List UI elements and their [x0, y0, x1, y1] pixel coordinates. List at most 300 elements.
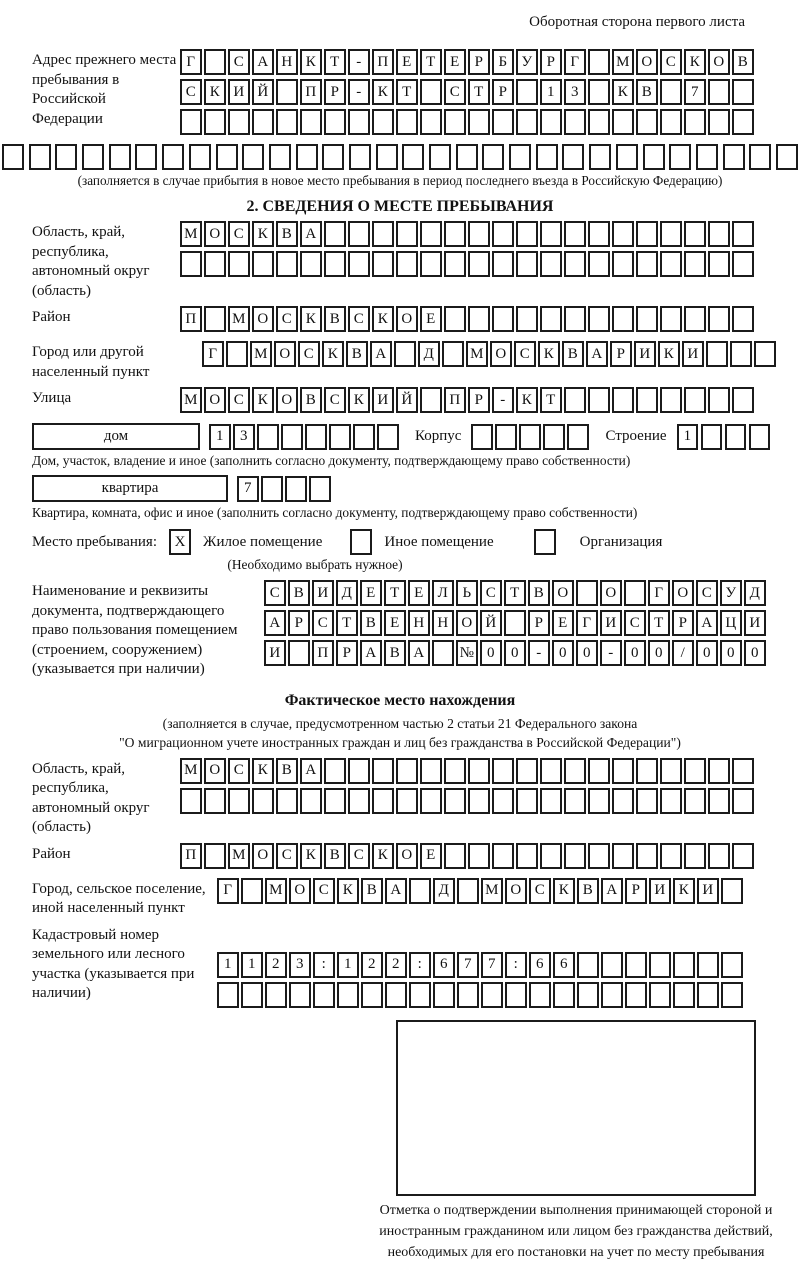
- char-box[interactable]: [601, 952, 623, 978]
- char-box[interactable]: [444, 788, 466, 814]
- char-box[interactable]: [285, 476, 307, 502]
- char-box[interactable]: [337, 982, 359, 1008]
- char-box[interactable]: М: [466, 341, 488, 367]
- char-box[interactable]: К: [300, 49, 322, 75]
- char-box[interactable]: [396, 251, 418, 277]
- char-box[interactable]: С: [324, 387, 346, 413]
- char-box[interactable]: К: [658, 341, 680, 367]
- char-box[interactable]: С: [312, 610, 334, 636]
- char-box[interactable]: К: [553, 878, 575, 904]
- char-box[interactable]: [324, 221, 346, 247]
- char-box[interactable]: [660, 843, 682, 869]
- char-box[interactable]: [576, 580, 598, 606]
- char-box[interactable]: [673, 952, 695, 978]
- char-box[interactable]: 0: [720, 640, 742, 666]
- checkbox-other-premises[interactable]: [350, 529, 372, 555]
- char-box[interactable]: [504, 610, 526, 636]
- char-box[interactable]: [457, 878, 479, 904]
- char-box[interactable]: Й: [396, 387, 418, 413]
- char-box[interactable]: [468, 788, 490, 814]
- char-box[interactable]: [732, 788, 754, 814]
- char-box[interactable]: Р: [336, 640, 358, 666]
- char-box[interactable]: В: [276, 221, 298, 247]
- char-box[interactable]: М: [250, 341, 272, 367]
- char-box[interactable]: Е: [396, 49, 418, 75]
- char-box[interactable]: Т: [648, 610, 670, 636]
- char-box[interactable]: [697, 982, 719, 1008]
- char-box[interactable]: К: [673, 878, 695, 904]
- char-box[interactable]: В: [577, 878, 599, 904]
- char-box[interactable]: [162, 144, 184, 170]
- char-box[interactable]: [616, 144, 638, 170]
- char-box[interactable]: 1: [337, 952, 359, 978]
- char-box[interactable]: Т: [384, 580, 406, 606]
- char-box[interactable]: К: [300, 843, 322, 869]
- char-box[interactable]: 2: [361, 952, 383, 978]
- char-box[interactable]: К: [252, 387, 274, 413]
- char-box[interactable]: [372, 758, 394, 784]
- char-box[interactable]: 1: [217, 952, 239, 978]
- char-box[interactable]: [696, 144, 718, 170]
- char-box[interactable]: [420, 221, 442, 247]
- char-box[interactable]: :: [505, 952, 527, 978]
- char-box[interactable]: [636, 251, 658, 277]
- char-box[interactable]: [540, 251, 562, 277]
- char-box[interactable]: [55, 144, 77, 170]
- char-box[interactable]: К: [612, 79, 634, 105]
- char-box[interactable]: Г: [180, 49, 202, 75]
- char-box[interactable]: 3: [564, 79, 586, 105]
- char-box[interactable]: Е: [360, 580, 382, 606]
- char-box[interactable]: [492, 843, 514, 869]
- char-box[interactable]: [567, 424, 589, 450]
- char-box[interactable]: С: [660, 49, 682, 75]
- char-box[interactable]: [420, 251, 442, 277]
- char-box[interactable]: Д: [744, 580, 766, 606]
- char-box[interactable]: [420, 79, 442, 105]
- char-box[interactable]: [228, 251, 250, 277]
- char-box[interactable]: [216, 144, 238, 170]
- char-box[interactable]: [754, 341, 776, 367]
- char-box[interactable]: К: [204, 79, 226, 105]
- char-box[interactable]: [708, 109, 730, 135]
- char-box[interactable]: С: [228, 221, 250, 247]
- char-box[interactable]: [444, 221, 466, 247]
- char-box[interactable]: [409, 878, 431, 904]
- char-box[interactable]: 7: [237, 476, 259, 502]
- char-box[interactable]: 0: [744, 640, 766, 666]
- char-box[interactable]: [322, 144, 344, 170]
- char-box[interactable]: [660, 251, 682, 277]
- char-box[interactable]: [588, 79, 610, 105]
- char-box[interactable]: К: [348, 387, 370, 413]
- char-box[interactable]: [776, 144, 798, 170]
- char-box[interactable]: [601, 982, 623, 1008]
- char-box[interactable]: [732, 758, 754, 784]
- char-box[interactable]: П: [444, 387, 466, 413]
- char-box[interactable]: [135, 144, 157, 170]
- char-box[interactable]: П: [180, 306, 202, 332]
- char-box[interactable]: [516, 79, 538, 105]
- char-box[interactable]: [588, 387, 610, 413]
- char-box[interactable]: [588, 306, 610, 332]
- char-box[interactable]: [252, 109, 274, 135]
- char-box[interactable]: Т: [324, 49, 346, 75]
- char-box[interactable]: Т: [420, 49, 442, 75]
- char-box[interactable]: А: [385, 878, 407, 904]
- char-box[interactable]: С: [696, 580, 718, 606]
- char-box[interactable]: -: [348, 79, 370, 105]
- char-box[interactable]: [643, 144, 665, 170]
- char-box[interactable]: А: [601, 878, 623, 904]
- char-box[interactable]: И: [372, 387, 394, 413]
- char-box[interactable]: [732, 79, 754, 105]
- char-box[interactable]: М: [180, 387, 202, 413]
- char-box[interactable]: [721, 952, 743, 978]
- char-box[interactable]: О: [252, 843, 274, 869]
- char-box[interactable]: [684, 758, 706, 784]
- char-box[interactable]: С: [298, 341, 320, 367]
- char-box[interactable]: [300, 788, 322, 814]
- char-box[interactable]: А: [586, 341, 608, 367]
- char-box[interactable]: [732, 251, 754, 277]
- char-box[interactable]: [204, 251, 226, 277]
- char-box[interactable]: [684, 251, 706, 277]
- char-box[interactable]: [276, 109, 298, 135]
- char-box[interactable]: Б: [492, 49, 514, 75]
- char-box[interactable]: [708, 387, 730, 413]
- char-box[interactable]: [394, 341, 416, 367]
- char-box[interactable]: [721, 982, 743, 1008]
- char-box[interactable]: А: [264, 610, 286, 636]
- char-box[interactable]: Р: [492, 79, 514, 105]
- char-box[interactable]: [396, 758, 418, 784]
- char-box[interactable]: [612, 387, 634, 413]
- char-box[interactable]: [725, 424, 747, 450]
- char-box[interactable]: О: [289, 878, 311, 904]
- char-box[interactable]: [669, 144, 691, 170]
- char-box[interactable]: [564, 109, 586, 135]
- char-box[interactable]: [684, 788, 706, 814]
- char-box[interactable]: С: [313, 878, 335, 904]
- char-box[interactable]: [2, 144, 24, 170]
- char-box[interactable]: [519, 424, 541, 450]
- char-box[interactable]: М: [180, 758, 202, 784]
- char-box[interactable]: О: [708, 49, 730, 75]
- char-box[interactable]: [540, 306, 562, 332]
- char-box[interactable]: Р: [540, 49, 562, 75]
- char-box[interactable]: [444, 306, 466, 332]
- char-box[interactable]: [588, 758, 610, 784]
- char-box[interactable]: [324, 251, 346, 277]
- char-box[interactable]: [180, 251, 202, 277]
- char-box[interactable]: [252, 788, 274, 814]
- char-box[interactable]: [649, 982, 671, 1008]
- char-box[interactable]: [732, 387, 754, 413]
- char-box[interactable]: О: [204, 221, 226, 247]
- char-box[interactable]: 6: [553, 952, 575, 978]
- char-box[interactable]: Т: [396, 79, 418, 105]
- char-box[interactable]: [324, 109, 346, 135]
- char-box[interactable]: [684, 306, 706, 332]
- char-box[interactable]: [564, 251, 586, 277]
- char-box[interactable]: [612, 221, 634, 247]
- char-box[interactable]: 6: [529, 952, 551, 978]
- char-box[interactable]: М: [612, 49, 634, 75]
- char-box[interactable]: В: [732, 49, 754, 75]
- char-box[interactable]: [588, 221, 610, 247]
- char-box[interactable]: [361, 982, 383, 1008]
- char-box[interactable]: [348, 251, 370, 277]
- char-box[interactable]: Н: [276, 49, 298, 75]
- char-box[interactable]: А: [300, 758, 322, 784]
- char-box[interactable]: Р: [528, 610, 550, 636]
- char-box[interactable]: [217, 982, 239, 1008]
- char-box[interactable]: [396, 788, 418, 814]
- char-box[interactable]: [252, 251, 274, 277]
- char-box[interactable]: О: [396, 306, 418, 332]
- char-box[interactable]: Р: [672, 610, 694, 636]
- char-box[interactable]: О: [672, 580, 694, 606]
- char-box[interactable]: [396, 109, 418, 135]
- char-box[interactable]: К: [322, 341, 344, 367]
- char-box[interactable]: Е: [408, 580, 430, 606]
- char-box[interactable]: [300, 251, 322, 277]
- char-box[interactable]: А: [696, 610, 718, 636]
- char-box[interactable]: [348, 109, 370, 135]
- char-box[interactable]: №: [456, 640, 478, 666]
- char-box[interactable]: :: [313, 952, 335, 978]
- char-box[interactable]: /: [672, 640, 694, 666]
- char-box[interactable]: 1: [209, 424, 231, 450]
- char-box[interactable]: [625, 982, 647, 1008]
- char-box[interactable]: [708, 843, 730, 869]
- char-box[interactable]: [444, 758, 466, 784]
- char-box[interactable]: [468, 221, 490, 247]
- char-box[interactable]: [289, 982, 311, 1008]
- char-box[interactable]: [432, 640, 454, 666]
- char-box[interactable]: [429, 144, 451, 170]
- char-box[interactable]: [540, 843, 562, 869]
- char-box[interactable]: [636, 758, 658, 784]
- char-box[interactable]: 3: [233, 424, 255, 450]
- char-box[interactable]: [660, 221, 682, 247]
- char-box[interactable]: В: [346, 341, 368, 367]
- char-box[interactable]: [529, 982, 551, 1008]
- char-box[interactable]: [300, 109, 322, 135]
- char-box[interactable]: С: [514, 341, 536, 367]
- char-box[interactable]: [708, 221, 730, 247]
- checkbox-organization[interactable]: [534, 529, 556, 555]
- char-box[interactable]: [612, 109, 634, 135]
- char-box[interactable]: [385, 982, 407, 1008]
- char-box[interactable]: Й: [480, 610, 502, 636]
- char-box[interactable]: О: [276, 387, 298, 413]
- char-box[interactable]: [649, 952, 671, 978]
- char-box[interactable]: [701, 424, 723, 450]
- char-box[interactable]: А: [360, 640, 382, 666]
- char-box[interactable]: Д: [336, 580, 358, 606]
- char-box[interactable]: О: [274, 341, 296, 367]
- char-box[interactable]: С: [264, 580, 286, 606]
- char-box[interactable]: С: [624, 610, 646, 636]
- char-box[interactable]: [564, 843, 586, 869]
- char-box[interactable]: 6: [433, 952, 455, 978]
- char-box[interactable]: Н: [408, 610, 430, 636]
- char-box[interactable]: Р: [468, 49, 490, 75]
- char-box[interactable]: -: [348, 49, 370, 75]
- char-box[interactable]: [516, 788, 538, 814]
- char-box[interactable]: Е: [552, 610, 574, 636]
- char-box[interactable]: 0: [480, 640, 502, 666]
- char-box[interactable]: Р: [625, 878, 647, 904]
- char-box[interactable]: В: [528, 580, 550, 606]
- char-box[interactable]: [281, 424, 303, 450]
- char-box[interactable]: 0: [648, 640, 670, 666]
- char-box[interactable]: У: [516, 49, 538, 75]
- char-box[interactable]: [204, 843, 226, 869]
- char-box[interactable]: [492, 109, 514, 135]
- char-box[interactable]: Е: [444, 49, 466, 75]
- char-box[interactable]: Н: [432, 610, 454, 636]
- char-box[interactable]: [636, 788, 658, 814]
- char-box[interactable]: В: [300, 387, 322, 413]
- char-box[interactable]: [684, 843, 706, 869]
- char-box[interactable]: С: [444, 79, 466, 105]
- char-box[interactable]: К: [372, 79, 394, 105]
- char-box[interactable]: С: [276, 843, 298, 869]
- char-box[interactable]: С: [529, 878, 551, 904]
- checkbox-residential[interactable]: X: [169, 529, 191, 555]
- char-box[interactable]: [444, 109, 466, 135]
- char-box[interactable]: [708, 788, 730, 814]
- char-box[interactable]: [732, 306, 754, 332]
- char-box[interactable]: Д: [433, 878, 455, 904]
- char-box[interactable]: С: [180, 79, 202, 105]
- char-box[interactable]: [468, 843, 490, 869]
- char-box[interactable]: М: [265, 878, 287, 904]
- char-box[interactable]: [242, 144, 264, 170]
- char-box[interactable]: [588, 843, 610, 869]
- char-box[interactable]: Д: [418, 341, 440, 367]
- char-box[interactable]: [261, 476, 283, 502]
- char-box[interactable]: [660, 306, 682, 332]
- char-box[interactable]: [276, 251, 298, 277]
- char-box[interactable]: О: [204, 758, 226, 784]
- char-box[interactable]: [204, 109, 226, 135]
- char-box[interactable]: 1: [540, 79, 562, 105]
- char-box[interactable]: [492, 758, 514, 784]
- char-box[interactable]: [348, 221, 370, 247]
- char-box[interactable]: [660, 387, 682, 413]
- char-box[interactable]: М: [228, 306, 250, 332]
- char-box[interactable]: Л: [432, 580, 454, 606]
- char-box[interactable]: 7: [481, 952, 503, 978]
- char-box[interactable]: К: [538, 341, 560, 367]
- char-box[interactable]: 2: [385, 952, 407, 978]
- char-box[interactable]: О: [490, 341, 512, 367]
- char-box[interactable]: [708, 306, 730, 332]
- char-box[interactable]: Е: [384, 610, 406, 636]
- char-box[interactable]: 0: [576, 640, 598, 666]
- char-box[interactable]: [309, 476, 331, 502]
- char-box[interactable]: [456, 144, 478, 170]
- char-box[interactable]: [612, 306, 634, 332]
- char-box[interactable]: О: [204, 387, 226, 413]
- char-box[interactable]: И: [744, 610, 766, 636]
- char-box[interactable]: 0: [552, 640, 574, 666]
- char-box[interactable]: Й: [252, 79, 274, 105]
- char-box[interactable]: И: [264, 640, 286, 666]
- char-box[interactable]: [564, 221, 586, 247]
- char-box[interactable]: 3: [289, 952, 311, 978]
- char-box[interactable]: [228, 109, 250, 135]
- char-box[interactable]: П: [180, 843, 202, 869]
- char-box[interactable]: [372, 221, 394, 247]
- char-box[interactable]: Г: [217, 878, 239, 904]
- char-box[interactable]: К: [516, 387, 538, 413]
- char-box[interactable]: А: [300, 221, 322, 247]
- char-box[interactable]: К: [372, 306, 394, 332]
- char-box[interactable]: [468, 306, 490, 332]
- char-box[interactable]: Г: [202, 341, 224, 367]
- char-box[interactable]: [684, 221, 706, 247]
- char-box[interactable]: [564, 387, 586, 413]
- char-box[interactable]: И: [600, 610, 622, 636]
- char-box[interactable]: Ь: [456, 580, 478, 606]
- char-box[interactable]: -: [492, 387, 514, 413]
- char-box[interactable]: [372, 109, 394, 135]
- char-box[interactable]: [495, 424, 517, 450]
- char-box[interactable]: [420, 758, 442, 784]
- char-box[interactable]: [468, 251, 490, 277]
- char-box[interactable]: [442, 341, 464, 367]
- char-box[interactable]: [730, 341, 752, 367]
- char-box[interactable]: [564, 758, 586, 784]
- char-box[interactable]: [468, 758, 490, 784]
- char-box[interactable]: [660, 758, 682, 784]
- char-box[interactable]: Г: [564, 49, 586, 75]
- char-box[interactable]: [468, 109, 490, 135]
- char-box[interactable]: О: [600, 580, 622, 606]
- char-box[interactable]: -: [528, 640, 550, 666]
- char-box[interactable]: [588, 251, 610, 277]
- char-box[interactable]: О: [252, 306, 274, 332]
- char-box[interactable]: [612, 758, 634, 784]
- char-box[interactable]: [540, 788, 562, 814]
- char-box[interactable]: А: [408, 640, 430, 666]
- char-box[interactable]: [505, 982, 527, 1008]
- char-box[interactable]: А: [252, 49, 274, 75]
- char-box[interactable]: О: [456, 610, 478, 636]
- char-box[interactable]: С: [228, 758, 250, 784]
- char-box[interactable]: [257, 424, 279, 450]
- char-box[interactable]: И: [682, 341, 704, 367]
- char-box[interactable]: [708, 79, 730, 105]
- char-box[interactable]: [624, 580, 646, 606]
- char-box[interactable]: [396, 221, 418, 247]
- char-box[interactable]: Т: [540, 387, 562, 413]
- char-box[interactable]: [660, 109, 682, 135]
- char-box[interactable]: О: [505, 878, 527, 904]
- char-box[interactable]: [189, 144, 211, 170]
- char-box[interactable]: Р: [288, 610, 310, 636]
- char-box[interactable]: [420, 387, 442, 413]
- char-box[interactable]: [673, 982, 695, 1008]
- char-box[interactable]: [276, 788, 298, 814]
- char-box[interactable]: [553, 982, 575, 1008]
- char-box[interactable]: [660, 79, 682, 105]
